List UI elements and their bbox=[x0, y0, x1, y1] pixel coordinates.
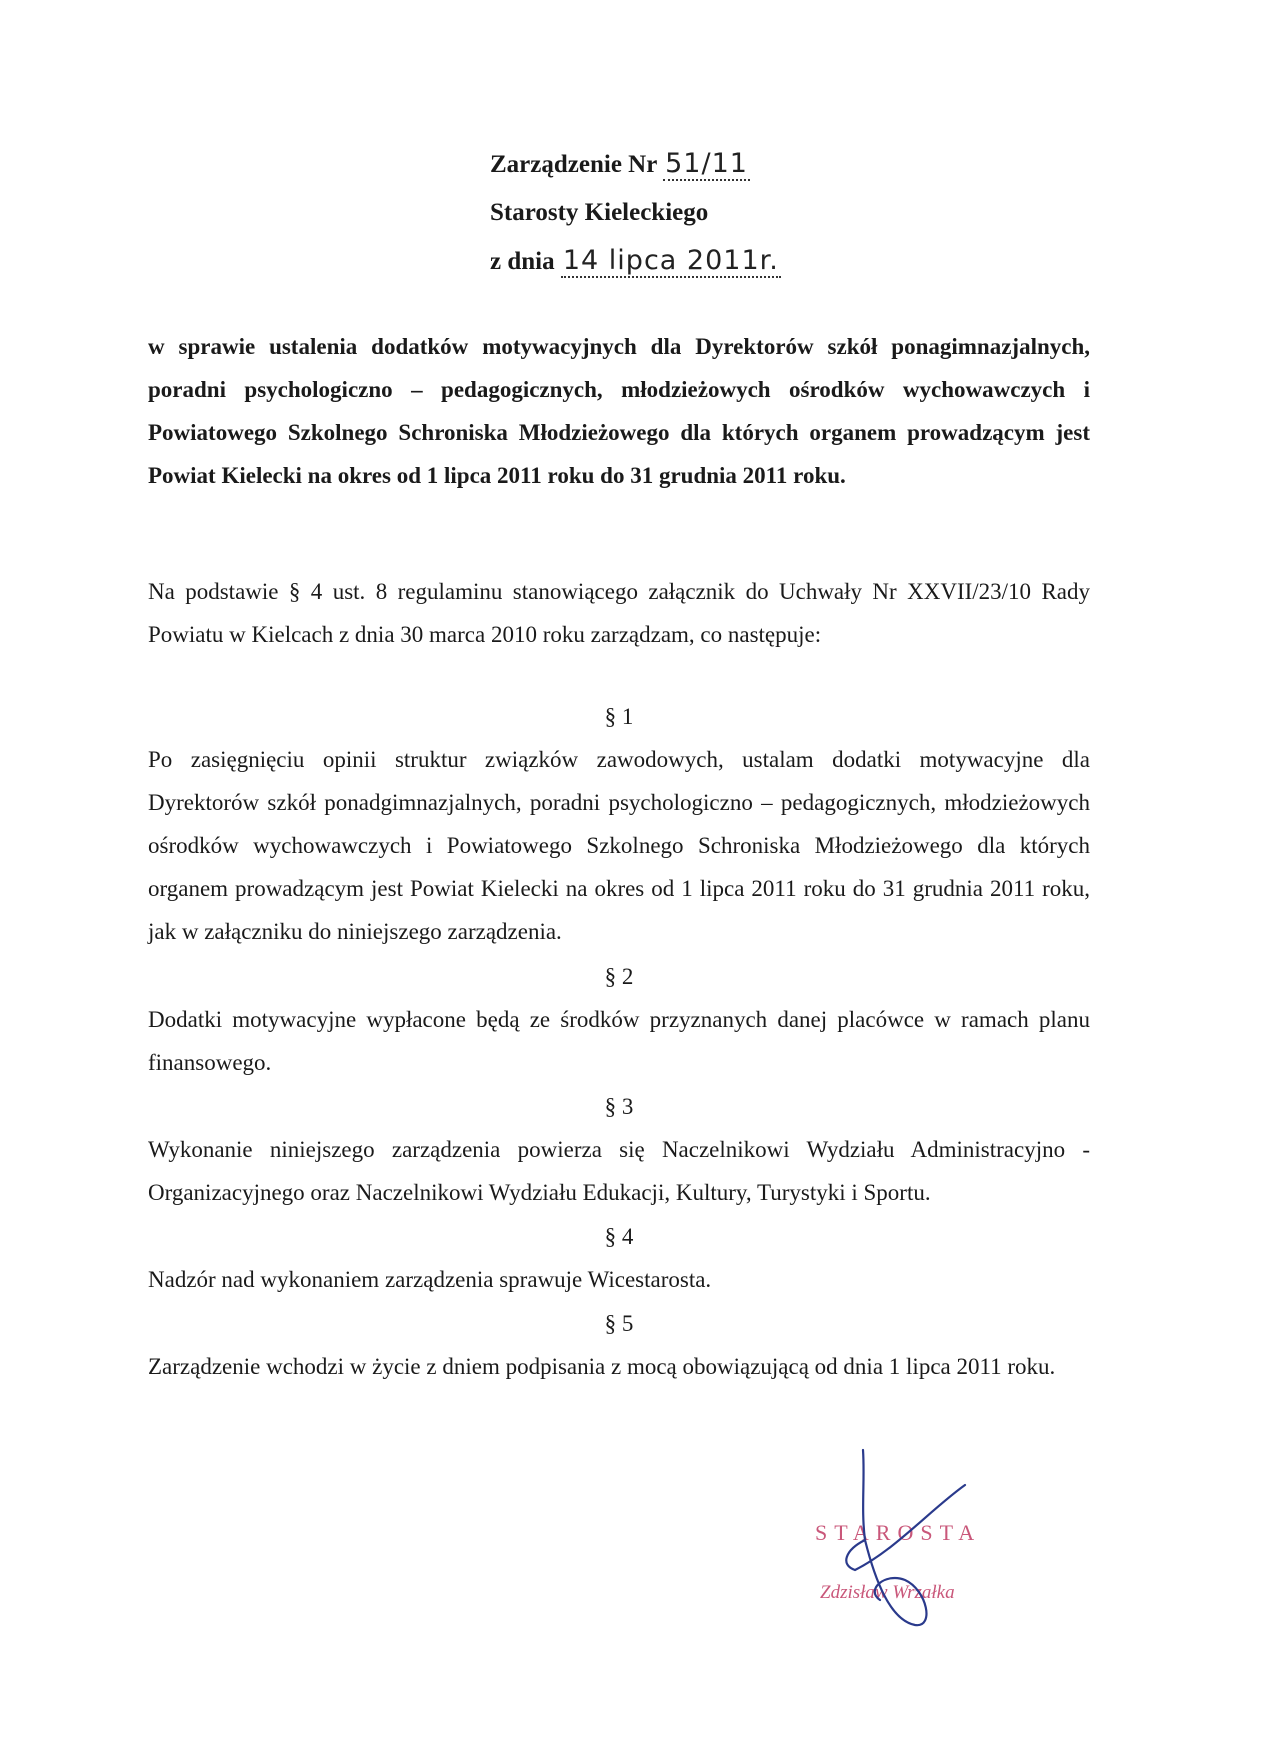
section-heading: § 5 bbox=[604, 1311, 634, 1336]
section-heading: § 1 bbox=[604, 704, 634, 729]
stamp-name: Zdzisław Wrzałka bbox=[820, 1582, 955, 1603]
document-title-block bbox=[490, 140, 850, 286]
date-handwritten: 14 lipca 2011r. bbox=[562, 245, 779, 276]
legal-basis-paragraph: Na podstawie § 4 ust. 8 regulaminu stanowiącego załącznik do Uchwały Nr XXVII/23/10 Rady Powiatu w Kielcach z dnia 30 marca 2010 roku zarządzam, co następuje: bbox=[148, 579, 1090, 647]
section-text: Dodatki motywacyjne wypłacone będą ze środków przyznanych danej placówce w ramach planu finansowego. bbox=[148, 1007, 1090, 1075]
section-text: Nadzór nad wykonaniem zarządzenia sprawuje Wicestarosta. bbox=[148, 1267, 712, 1292]
section-2 bbox=[148, 955, 1090, 1084]
order-number-handwritten: 51/11 bbox=[665, 148, 748, 179]
section-1 bbox=[148, 695, 1090, 953]
date-line bbox=[490, 237, 850, 286]
handwritten-signature bbox=[835, 1440, 995, 1630]
section-5 bbox=[148, 1302, 1090, 1388]
section-text: Wykonanie niniejszego zarządzenia powierza się Naczelnikowi Wydziału Administracyjno - Organizacyjnego oraz Naczelnikowi Wydziału Edukacji, Kultury, Turystyki i Sportu. bbox=[148, 1137, 1090, 1205]
starosta-stamp: STAROSTA bbox=[815, 1520, 982, 1545]
subject-paragraph: w sprawie ustalenia dodatków motywacyjnych dla Dyrektorów szkół ponagimnazjalnych, poradni psychologiczno – pedagogicznych, młodzieżowych ośrodków wychowawczych i Powiatowego Szkolnego Schroniska Młodzieżowego dla których organem prowadzącym jest Powiat Kielecki na okres od 1 lipca 2011 roku do 31 grudnia 2011 roku. bbox=[148, 334, 1090, 488]
section-text: Po zasięgnięciu opinii struktur związków zawodowych, ustalam dodatki motywacyjne dla Dyrektorów szkół ponadgimnazjalnych, poradni psychologiczno – pedagogicznych, młodzieżowych ośrodków wychowawczych i Powiatowego Szkolnego Schroniska Młodzieżowego dla których organem prowadzącym jest Powiat Kielecki na okres od 1 lipca 2011 roku do 31 grudnia 2011 roku, jak w załączniku do niniejszego zarządzenia. bbox=[148, 747, 1090, 944]
section-3 bbox=[148, 1085, 1090, 1214]
order-title: Zarządzenie Nr bbox=[490, 151, 657, 178]
order-number-line bbox=[490, 140, 850, 189]
section-heading: § 4 bbox=[604, 1224, 634, 1249]
section-text: Zarządzenie wchodzi w życie z dniem podpisania z mocą obowiązującą od dnia 1 lipca 2011 roku. bbox=[148, 1354, 1056, 1379]
date-prefix: z dnia bbox=[490, 248, 555, 275]
section-4 bbox=[148, 1215, 1090, 1301]
authority-line: Starosty Kieleckiego bbox=[490, 199, 709, 226]
section-heading: § 2 bbox=[604, 964, 634, 989]
section-heading: § 3 bbox=[604, 1094, 634, 1119]
